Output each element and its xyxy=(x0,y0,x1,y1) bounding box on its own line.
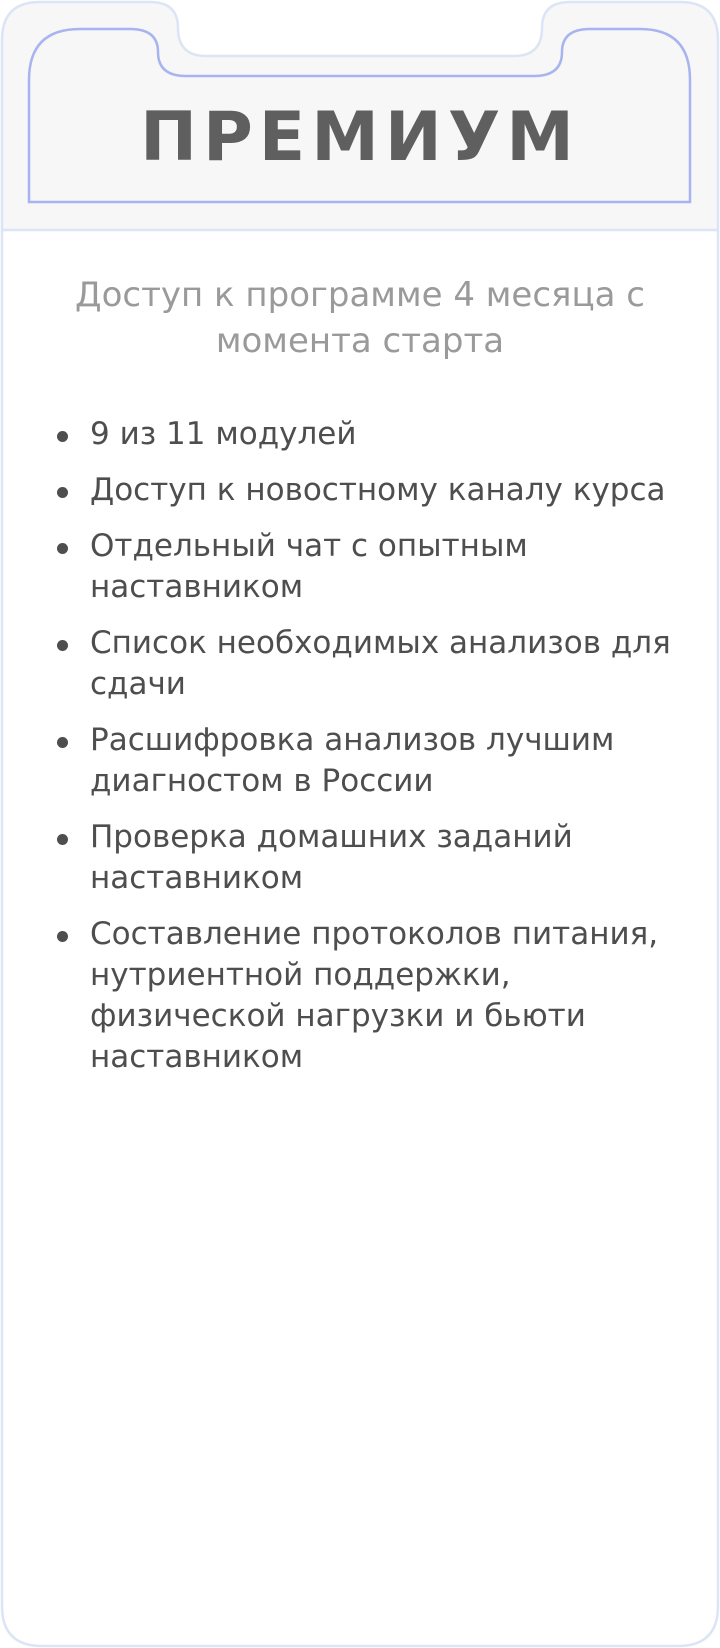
bullet-icon xyxy=(57,834,68,845)
feature-text: Отдельный чат с опытным наставником xyxy=(90,528,528,605)
feature-text: Список необходимых анализов для сдачи xyxy=(90,625,671,702)
bullet-icon xyxy=(57,737,68,748)
plan-title: ПРЕМИУМ xyxy=(140,98,580,177)
feature-text: 9 из 11 модулей xyxy=(90,416,357,452)
feature-text: Доступ к новостному каналу курса xyxy=(90,472,666,508)
feature-item xyxy=(52,623,682,705)
feature-item xyxy=(52,720,682,802)
feature-item xyxy=(52,414,682,455)
feature-item xyxy=(52,526,682,608)
feature-text: Проверка домашних заданий наставником xyxy=(90,819,573,896)
feature-list xyxy=(52,414,682,1093)
feature-text: Расшифровка анализов лучшим диагностом в России xyxy=(90,722,615,799)
feature-text: Составление протоколов питания, нутриентной поддержки, физической нагрузки и бьюти наставником xyxy=(90,916,659,1075)
feature-item xyxy=(52,470,682,511)
feature-item xyxy=(52,914,682,1078)
bullet-icon xyxy=(57,640,68,651)
bullet-icon xyxy=(57,431,68,442)
bullet-icon xyxy=(57,543,68,554)
bullet-icon xyxy=(57,931,68,942)
feature-item xyxy=(52,817,682,899)
plan-subtitle: Доступ к программе 4 месяца с момента старта xyxy=(75,275,645,361)
bullet-icon xyxy=(57,487,68,498)
